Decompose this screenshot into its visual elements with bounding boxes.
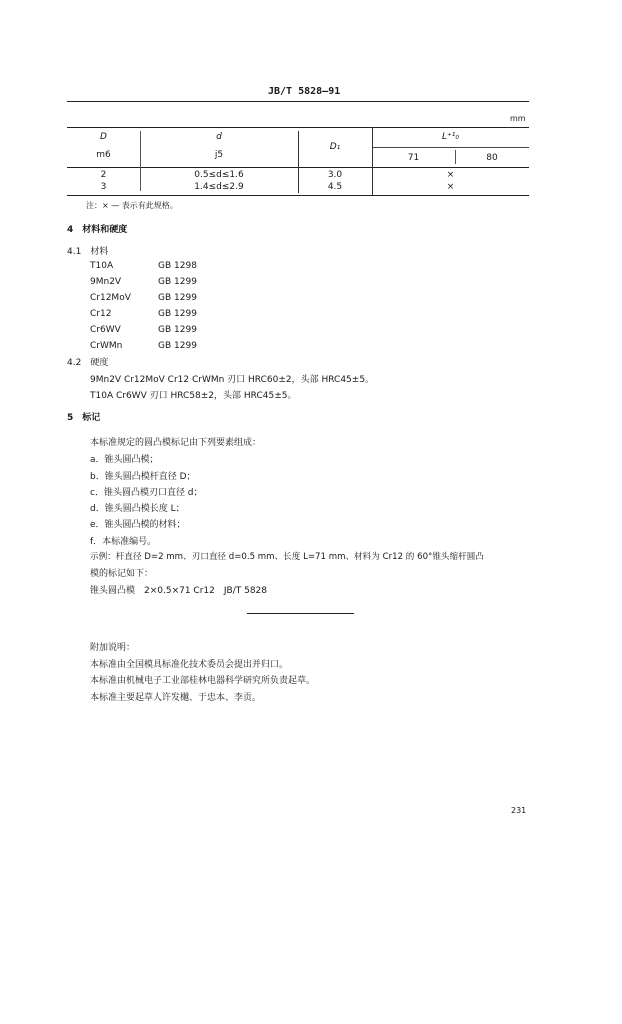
section-4-1-title: 4.1 材料 — [67, 247, 109, 257]
section-4-2-title: 4.2 硬度 — [67, 358, 109, 368]
standard-number-header: JB/T 5828—91 — [268, 86, 341, 97]
material-name: 9Mn2V — [90, 277, 122, 287]
table-unit: mm — [510, 114, 526, 123]
marking-intro: 本标准规定的圆凸模标记由下列要素组成： — [90, 438, 262, 448]
table-cell-D1: 3.0 — [327, 170, 343, 180]
table-cell-D: 2 — [100, 170, 107, 180]
material-name: CrWMn — [90, 341, 123, 351]
section-4-title: 4 材料和硬度 — [67, 225, 128, 235]
table-header-D-tolerance: m6 — [96, 150, 111, 160]
table-top-rule — [67, 127, 529, 128]
table-cell-availability-mark: × — [446, 182, 455, 192]
material-standard: GB 1299 — [158, 293, 197, 303]
marking-element-item: b．锥头圆凸模杆直径 D； — [90, 472, 196, 482]
table-note: 注：× — 表示有此规格。 — [86, 201, 178, 210]
marking-element-item: a．锥头圆凸模； — [90, 455, 159, 465]
table-cell-d: 0.5≤d≤1.6 — [194, 170, 244, 180]
table-cell-d: 1.4≤d≤2.9 — [194, 182, 244, 192]
appendix-line-2: 本标准由机械电子工业部桂林电器科学研究所负责起草。 — [90, 676, 316, 686]
appendix-title: 附加说明： — [90, 643, 136, 653]
material-name: Cr12MoV — [90, 293, 131, 303]
material-name: T10A — [90, 261, 114, 271]
material-name: Cr6WV — [90, 325, 121, 335]
table-cell-D: 3 — [100, 182, 107, 192]
marking-element-item: d．锥头圆凸模长度 L； — [90, 504, 185, 514]
table-cell-availability-mark: × — [446, 170, 455, 180]
marking-element-item: f．本标准编号。 — [90, 537, 157, 547]
table-header-d-tolerance: j5 — [214, 150, 224, 160]
header-rule — [67, 101, 529, 102]
section-5-title: 5 标记 — [67, 413, 101, 423]
material-standard: GB 1299 — [158, 309, 197, 319]
material-standard: GB 1299 — [158, 325, 197, 335]
table-bottom-rule — [67, 195, 529, 196]
marking-example: 锥头圆凸模 2×0.5×71 Cr12 JB/T 5828 — [90, 586, 267, 596]
material-name: Cr12 — [90, 309, 112, 319]
table-header-L-80: 80 — [486, 153, 498, 163]
material-standard: GB 1298 — [158, 261, 197, 271]
table-header-d: d — [216, 132, 222, 142]
marking-element-item: c．锥头圆凸模刃口直径 d； — [90, 488, 203, 498]
table-header-D1: D₁ — [329, 142, 341, 152]
hardness-line-2: T10A Cr6WV 刃口 HRC58±2，头部 HRC45±5。 — [90, 391, 297, 401]
page-number: 231 — [511, 806, 527, 815]
table-header-L: L⁺¹₀ — [442, 132, 459, 142]
table-header-mid-rule — [372, 147, 529, 148]
appendix-line-1: 本标准由全国模具标准化技术委员会提出并归口。 — [90, 660, 289, 670]
marking-example-line-1: 示例：杆直径 D=2 mm、刃口直径 d=0.5 mm、长度 L=71 mm、材料为 Cr12 的 60°锥头缩杆圆凸 — [90, 552, 484, 562]
end-separator-rule — [247, 613, 354, 614]
material-standard: GB 1299 — [158, 341, 197, 351]
appendix-line-3: 本标准主要起草人许发樾、于忠本、李贡。 — [90, 693, 262, 703]
material-standard: GB 1299 — [158, 277, 197, 287]
table-cell-D1: 4.5 — [327, 182, 343, 192]
hardness-line-1: 9Mn2V Cr12MoV Cr12 CrWMn 刃口 HRC60±2，头部 HRC45±5。 — [90, 375, 375, 385]
table-header-L-71: 71 — [407, 153, 420, 163]
marking-element-item: e．锥头圆凸模的材料； — [90, 520, 186, 530]
table-header-D: D — [100, 132, 107, 142]
marking-example-line-2: 模的标记如下： — [90, 569, 154, 579]
